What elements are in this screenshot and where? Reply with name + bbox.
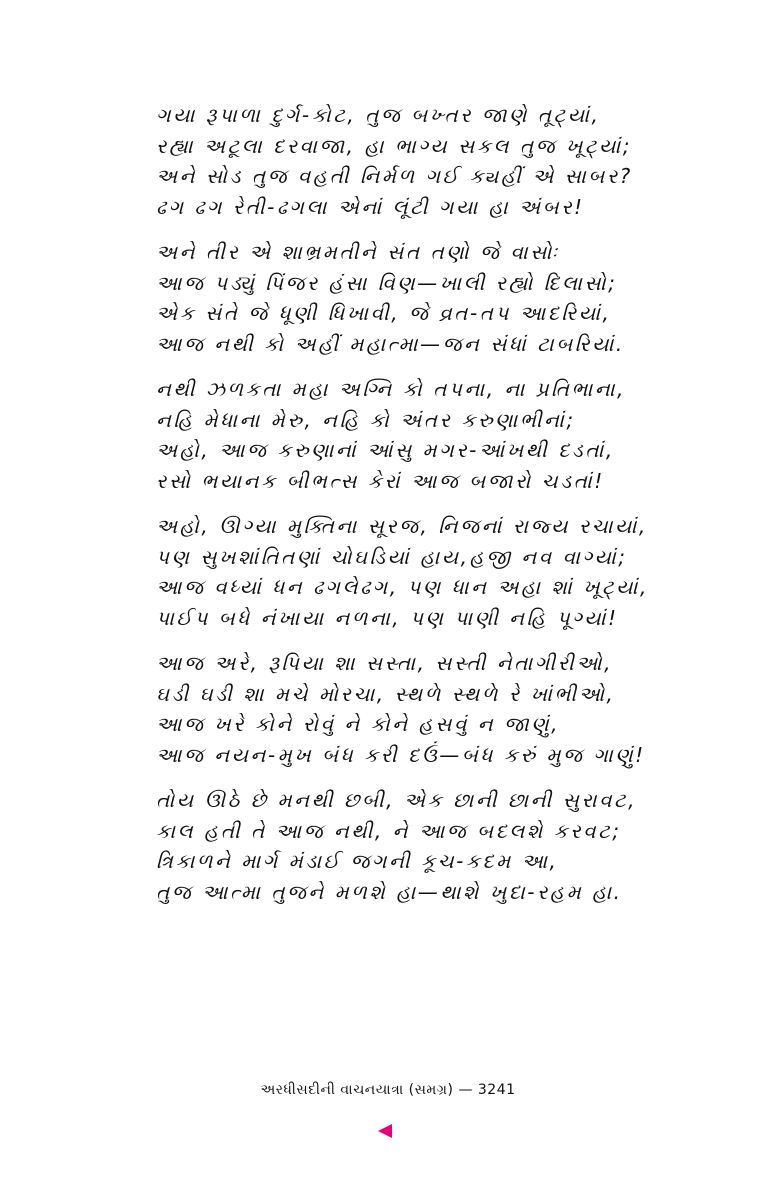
- stanza: [156, 511, 756, 633]
- poem-line: આજ પડ્યું પિંજર હંસા વિણ—ખાલી રહ્યો દિલાસો;: [156, 270, 618, 295]
- poem-line: રહ્યા અટૂલા દરવાજા, હા ભાગ્ય સકલ તુજ ખૂટ્યાં;: [156, 133, 632, 158]
- poem-line: ઘડી ઘડી શા મચે મોરચા, સ્થળે સ્થળે રે ખાંભીઓ,: [156, 681, 616, 706]
- poem-line: રસો ભયાનક બીભત્સ કેરાં આજ બજારો ચડતાં!: [156, 468, 605, 493]
- poem-line: અહો, ઊગ્યા મુક્તિના સૂરજ, નિજનાં રાજ્ય રચાયાં,: [156, 514, 648, 538]
- poem-line: આજ ખરે કોને રોવું ને કોને હસવું ન જાણું,: [156, 712, 561, 736]
- poem-line: નહિ મેધાના મેરુ, નહિ કો અંતર કરુણાભીનાં;: [156, 407, 576, 432]
- poem-line: તોય ઊઠે છે મનથી છબી, એક છાની છાની સુરાવટ,: [156, 788, 638, 812]
- poem-line: ઢગ ઢગ રેતી-ઢગલા એનાં લૂંટી ગયા હા અંબર!: [156, 194, 585, 219]
- poem-line: એક સંતે જે ધૂણી ધિખાવી, જે વ્રત-તપ આદરિયાં,: [156, 301, 612, 325]
- stanza: [156, 785, 756, 907]
- poem-line: આજ નયન-મુખ બંધ કરી દઉં—બંધ કરું મુજ ગાણું!: [156, 742, 646, 767]
- footer-separator: —: [458, 1082, 473, 1098]
- poem-line: ગયા રૂપાળા દુર્ગ-કોટ, તુજ બખ્તર જાણે તૂટ્યાં,: [156, 103, 601, 127]
- poem-body: [156, 100, 756, 922]
- poem-line: અને તીર એ શાભ્રમતીને સંત તણો જે વાસોઃ: [156, 240, 560, 264]
- poem-line: આજ અરે, રૂપિયા શા સસ્તા, સસ્તી નેતાગીરીઓ,: [156, 651, 613, 675]
- poem-line: અહો, આજ કરુણાનાં આંસુ મગર-આંખથી દડતાં,: [156, 438, 615, 462]
- poem-line: તુજ આત્મા તુજને મળશે હા—થાશે ખુદા-રહમ હા.: [156, 879, 623, 904]
- poem-line: પણ સુખશાંતિતણાં ચોઘડિયાં હાય,હજી નવ વાગ્યાં;: [156, 544, 628, 569]
- page-number: 3241: [477, 1082, 516, 1098]
- stanza: [156, 237, 756, 359]
- poem-line: નથી ઝળકતા મહા અગ્નિ કો તપના, ના પ્રતિભાના,: [156, 377, 626, 401]
- poem-line: કાલ હતી તે આજ નથી, ને આજ બદલશે કરવટ;: [156, 818, 622, 843]
- poem-line: અને સોડ તુજ વહતી નિર્મળ ગઈ ક્યહીં એ સાબર?: [156, 164, 633, 188]
- poem-line: આજ વધ્યાં ધન ઢગલેઢગ, પણ ધાન અહા શાં ખૂટ્યાં,: [156, 575, 649, 599]
- stanza: [156, 374, 756, 496]
- stanza: [156, 648, 756, 770]
- triangle-left-icon[interactable]: [378, 1124, 392, 1138]
- stanza: [156, 100, 756, 222]
- page-footer: [0, 1082, 776, 1098]
- poem-line: ત્રિકાળને માર્ગ મંડાઈ જગની કૂચ-કદમ આ,: [156, 849, 559, 873]
- poem-line: આજ નથી કો અહીં મહાત્મા—જન સંધાં ટાબરિયાં.: [156, 331, 625, 356]
- poem-line: પાઈપ બધે નંખાયા નળના, પણ પાણી નહિ પૂગ્યાં!: [156, 605, 619, 630]
- book-title: અરધીસદીની વાચનયાત્રા (સમગ્ર): [260, 1082, 454, 1098]
